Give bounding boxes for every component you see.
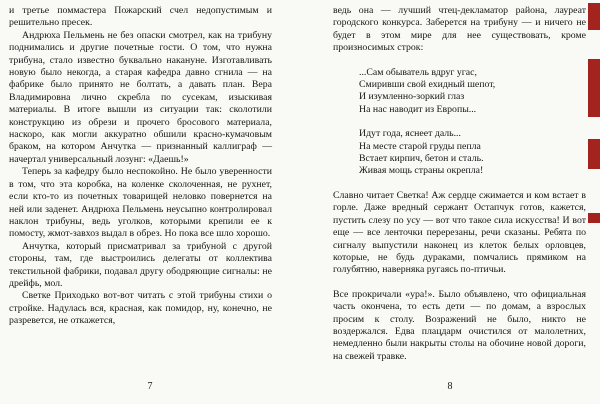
paragraph: и третье поммастера Пожарский счел недопустимым и решительно пресек. [9,5,272,29]
paragraph: Светке Приходько вот-вот читать с этой трибуны стихи о стройке. Надулась вся, красная, как помидор, ну, конечно, не разревется, не откажется, [9,290,272,327]
poem-stanza [359,67,586,117]
bookmark-marker[interactable] [588,213,600,223]
paragraph: Все прокричали «ура!». Было объявлено, что официальная часть окончена, то есть дети — по домам, а взрослых просим к столу. Возражений не было, никто не воздержался. Едва плацдарм очистился от малолетних, немедленно были накрыты столы на обочине новой дороги, на свежей травке. [333,288,586,362]
poem-line: ...Сам обыватель вдруг угас, [359,66,477,78]
poem-line: И изумленно-зоркий глаз [359,91,465,103]
edge-markers [588,0,600,404]
page-number-left: 7 [147,380,153,392]
bookmark-marker[interactable] [588,139,600,169]
paragraph: Андрюха Пельмень не без опаски смотрел, как на трибуну поднимались и другие почетные гости. О том, что нужна трибуна, стало известно буквально накануне. Изготавливать новую было некогда, а старая кафедра давно сгнила — на фабрике было принято не болтать, а давать план. Вера Владимировна лично скребла по сусекам, изыскивая материалы. В итоге вышли из ситуации так: сколотили конструкцию из обрези и прочего бросового материала, наскоро, как могли аккуратно обшили красно-кумачовым браком, на котором Анчутка — признанный каллиграф — начертал универсальный лозунг: «Даешь!» [9,29,272,165]
paragraph: Теперь за кафедру было неспокойно. Не было уверенности в том, что эта коробка, на коленке сколоченная, не рухнет, если кто-то из почетных товарищей неловко повернется на ней или заденет. Андрюха Пельмень неусыпно контролировал наклон трибуны, ведь уголков, которыми крепили ее к помосту, жмот-завхоз выдал в обрез. Но пока все шло хорошо. [9,166,272,240]
poem-line: На нас наводит из Европы... [359,103,477,115]
page-right[interactable] [300,0,600,404]
paragraph: Славно читает Светка! Аж сердце сжимается и ком встает в горле. Даже вредный сержант Остапчук готов, кажется, пустить слезу по усу — вот что такое сила искусства! И вот еще — все ленточки перерезаны, речи сказаны. Ребята по сигналу выпустили наконец из клеток белых орловцев, которые, не будь дураками, помчались прямиком на голубятню, наверняка ругаясь по-птичьи. [333,189,586,276]
bookmark-marker[interactable] [588,59,600,117]
poem-stanza [359,128,586,178]
paragraph: Анчутка, который присматривал за трибуной с другой стороны, там, где выстроились делегаты от коллектива текстильной фабрики, подавал другу ободряющие сигналы: не дрейфь, мол. [9,240,272,289]
bookmark-marker[interactable] [588,3,600,30]
poem-line: Идут года, яснеет даль... [359,128,461,140]
poem-line: Смиривши свой ехидный шепот, [359,79,496,91]
poem-line: На месте старой груды пепла [359,140,481,152]
paragraph: ведь она — лучший чтец-декламатор района, лауреат городского конкурса. Заберется на трибуну — и ничего не будет в этом мире для нее существовать, кроме произносимых строк: [333,5,586,54]
poem-line: Живая мощь страны окрепла! [359,165,484,177]
poem-line: Встает кирпич, бетон и сталь. [359,153,484,165]
page-number-right: 8 [447,380,453,392]
